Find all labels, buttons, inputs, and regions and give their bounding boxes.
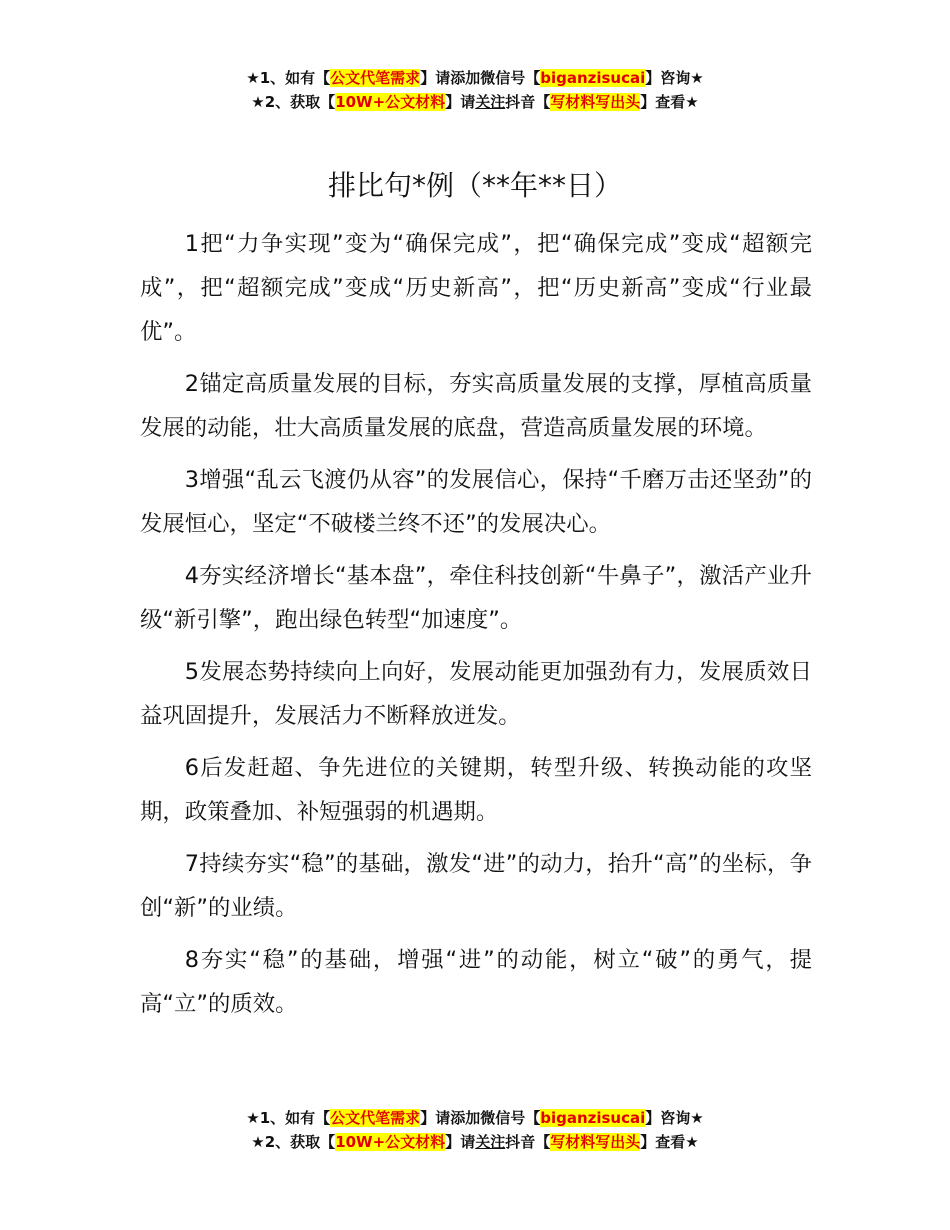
paragraph-3: 3增强“乱云飞渡仍从容”的发展信心，保持“千磨万击还坚劲”的发展恒心，坚定“不破楼兰终不还”的发展决心。 [140,467,812,537]
document-title: 排比句*例（**年**日） [327,169,622,202]
highlight-wechat-id: biganzisucai [540,69,646,87]
document-body [140,222,812,1034]
banner-line-2 [0,90,950,114]
banner-text: 抖音【 [505,1133,551,1151]
paragraph-2: 2锚定高质量发展的目标，夯实高质量发展的支撑，厚植高质量发展的动能，壮大高质量发展的底盘，营造高质量发展的环境。 [140,371,812,441]
highlight-douyin-account: 写材料写出头 [550,1133,641,1151]
banner-text: 】请 [445,93,476,111]
banner-line-2 [0,1130,950,1154]
highlight-service: 公文代笔需求 [330,1109,421,1127]
banner-text: 】咨询★ [645,69,704,87]
paragraph-8: 8夯实“稳”的基础，增强“进”的动能，树立“破”的勇气，提高“立”的质效。 [140,947,812,1017]
banner-line-1 [0,66,950,90]
paragraph-6: 6后发赶超、争先进位的关键期，转型升级、转换动能的攻坚期，政策叠加、补短强弱的机遇期。 [140,755,812,825]
banner-text: 】请添加微信号【 [420,69,541,87]
paragraph-5: 5发展态势持续向上向好，发展动能更加强劲有力，发展质效日益巩固提升，发展活力不断释放迸发。 [140,659,812,729]
banner-text: 】咨询★ [645,1109,704,1127]
banner-text: ★2、获取【 [251,93,336,111]
banner-text: 抖音【 [505,93,551,111]
banner-text: ★2、获取【 [251,1133,336,1151]
header-banner [0,66,950,114]
banner-text: 】请 [445,1133,476,1151]
banner-text: 】请添加微信号【 [420,1109,541,1127]
underlined-follow: 关注 [475,93,506,111]
banner-text: 】查看★ [640,1133,699,1151]
paragraph-1: 1把“力争实现”变为“确保完成”，把“确保完成”变成“超额完成”，把“超额完成”变成“历史新高”，把“历史新高”变成“行业最优”。 [140,231,812,345]
banner-text: ★1、如有【 [246,1109,331,1127]
highlight-materials: 10W+公文材料 [335,1133,446,1151]
paragraph-7: 7持续夯实“稳”的基础，激发“进”的动力，抬升“高”的坐标，争创“新”的业绩。 [140,851,812,921]
highlight-materials: 10W+公文材料 [335,93,446,111]
highlight-douyin-account: 写材料写出头 [550,93,641,111]
highlight-service: 公文代笔需求 [330,69,421,87]
footer-banner [0,1106,950,1154]
highlight-wechat-id: biganzisucai [540,1109,646,1127]
banner-text: 】查看★ [640,93,699,111]
paragraph-4: 4夯实经济增长“基本盘”，牵住科技创新“牛鼻子”，激活产业升级“新引擎”，跑出绿色转型“加速度”。 [140,563,812,633]
banner-line-1 [0,1106,950,1130]
banner-text: ★1、如有【 [246,69,331,87]
underlined-follow: 关注 [475,1133,506,1151]
